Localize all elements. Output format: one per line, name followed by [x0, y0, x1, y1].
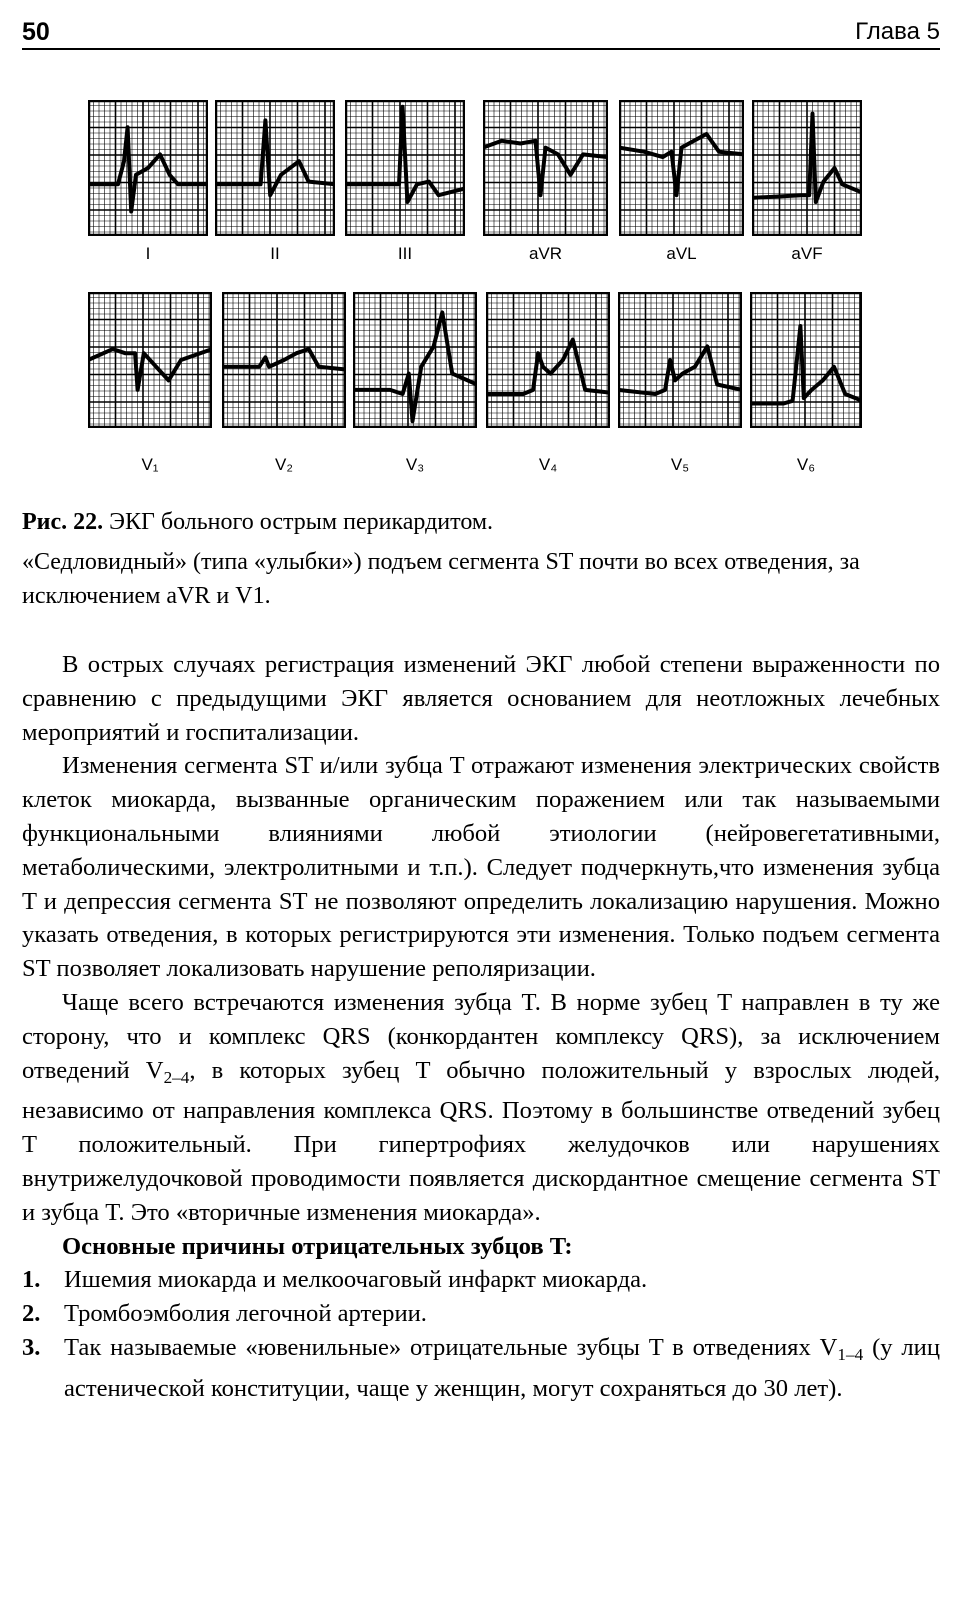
- figure-caption: [22, 505, 942, 539]
- ecg-lead-panel: [486, 292, 610, 428]
- ecg-lead-panel: [215, 100, 335, 236]
- ecg-trace: [88, 100, 208, 236]
- chapter-title: Глава 5: [855, 18, 940, 45]
- ecg-trace: [353, 292, 477, 428]
- ecg-trace: [618, 292, 742, 428]
- paragraph: Изменения сегмента ST и/или зубца T отражают изменения электрических свойств клеток миокарда, вызванные органическим поражением или так называемыми функциональными влияниями любой этиологии (нейровегетативными, метаболическими, электролитными и т.п.). Следует подчеркнуть,что изменения зубца T и депрессия сегмента ST не позволяют определить локализацию нарушения. Можно указать отведения, в которых регистрируются эти изменения. Только подъем сегмента ST позволяет локализовать нарушение реполяризации.: [22, 752, 940, 983]
- ecg-trace: [483, 100, 608, 236]
- paragraph: Чаще всего встречаются изменения зубца T. В норме зубец T направлен в ту же сторону, что и комплекс QRS (конкордантен комплексу QRS), за исключением отведений $V_{2-4}$, в которых зубец T обычно положительный у взрослых людей, независимо от направления комплекса QRS. Поэтому в большинстве отведений зубец T положительный. При гипертрофиях желудочков или нарушениях внутрижелудочковой проводимости появляется дискордантное смещение сегмента ST и зубца T. Это «вторичные изменения миокарда».: [22, 988, 940, 1226]
- ecg-grid-border: [751, 293, 861, 427]
- body-text: [22, 648, 940, 1406]
- figure-label: Рис. 22.: [22, 509, 104, 535]
- ecg-lead-panel: [752, 100, 862, 236]
- list-heading: Основные причины отрицательных зубцов T:: [62, 1232, 573, 1260]
- paragraph: В острых случаях регистрация изменений ЭКГ любой степени выраженности по сравнению с предыдущими ЭКГ является основанием для неотложных лечебных мероприятий и госпитализации.: [22, 651, 940, 746]
- lead-label: V₆: [796, 455, 816, 474]
- ecg-lead-panel: [483, 100, 608, 236]
- ecg-lead-panel: [88, 292, 212, 428]
- lead-label: V₃: [405, 455, 425, 474]
- ecg-trace: [752, 100, 862, 236]
- ecg-trace: [222, 292, 346, 428]
- ecg-trace: [88, 292, 212, 428]
- lead-label: V₅: [670, 455, 690, 474]
- page-number: 50: [22, 18, 50, 46]
- ecg-trace: [345, 100, 465, 236]
- ecg-trace: [486, 292, 610, 428]
- ecg-lead-panel: [618, 292, 742, 428]
- figure-note: «Седловидный» (типа «улыбки») подъем сегмента ST почти во всех отведения, за исключением aVR и V1.: [22, 549, 860, 609]
- lead-label: aVR: [528, 244, 563, 263]
- list-item: 3. Так называемые «ювенильные» отрицательные зубцы T в отведениях $V_{1-4}$ (у лиц астенической конституции, чаще у женщин, могут сохраняться до 30 лет).: [22, 1333, 940, 1402]
- ecg-lead-panel: [88, 100, 208, 236]
- ecg-lead-panel: [750, 292, 862, 428]
- lead-label: aVL: [666, 244, 697, 263]
- list-item: 1. Ишемия миокарда и мелкоочаговый инфаркт миокарда.: [22, 1266, 648, 1294]
- ecg-grid-border: [216, 101, 334, 235]
- ecg-trace: [215, 100, 335, 236]
- ecg-grid-border: [484, 101, 607, 235]
- page-header: [22, 14, 940, 50]
- lead-label: I: [145, 244, 151, 263]
- ecg-lead-panel: [353, 292, 477, 428]
- lead-label: aVF: [791, 244, 823, 263]
- figure-title: ЭКГ больного острым перикардитом.: [109, 509, 494, 535]
- ecg-trace: [750, 292, 862, 428]
- lead-label: V₄: [538, 455, 558, 474]
- lead-label: V₁: [141, 455, 159, 474]
- ecg-lead-panel: [345, 100, 465, 236]
- ecg-grid-border: [620, 101, 743, 235]
- ecg-lead-panel: [619, 100, 744, 236]
- causes-list: [22, 1263, 940, 1405]
- lead-label: III: [397, 244, 413, 263]
- lead-label: V₂: [275, 455, 293, 474]
- ecg-lead-panel: [222, 292, 346, 428]
- list-item: 2. Тромбоэмболия легочной артерии.: [22, 1300, 427, 1328]
- lead-label: II: [270, 244, 280, 263]
- ecg-trace: [619, 100, 744, 236]
